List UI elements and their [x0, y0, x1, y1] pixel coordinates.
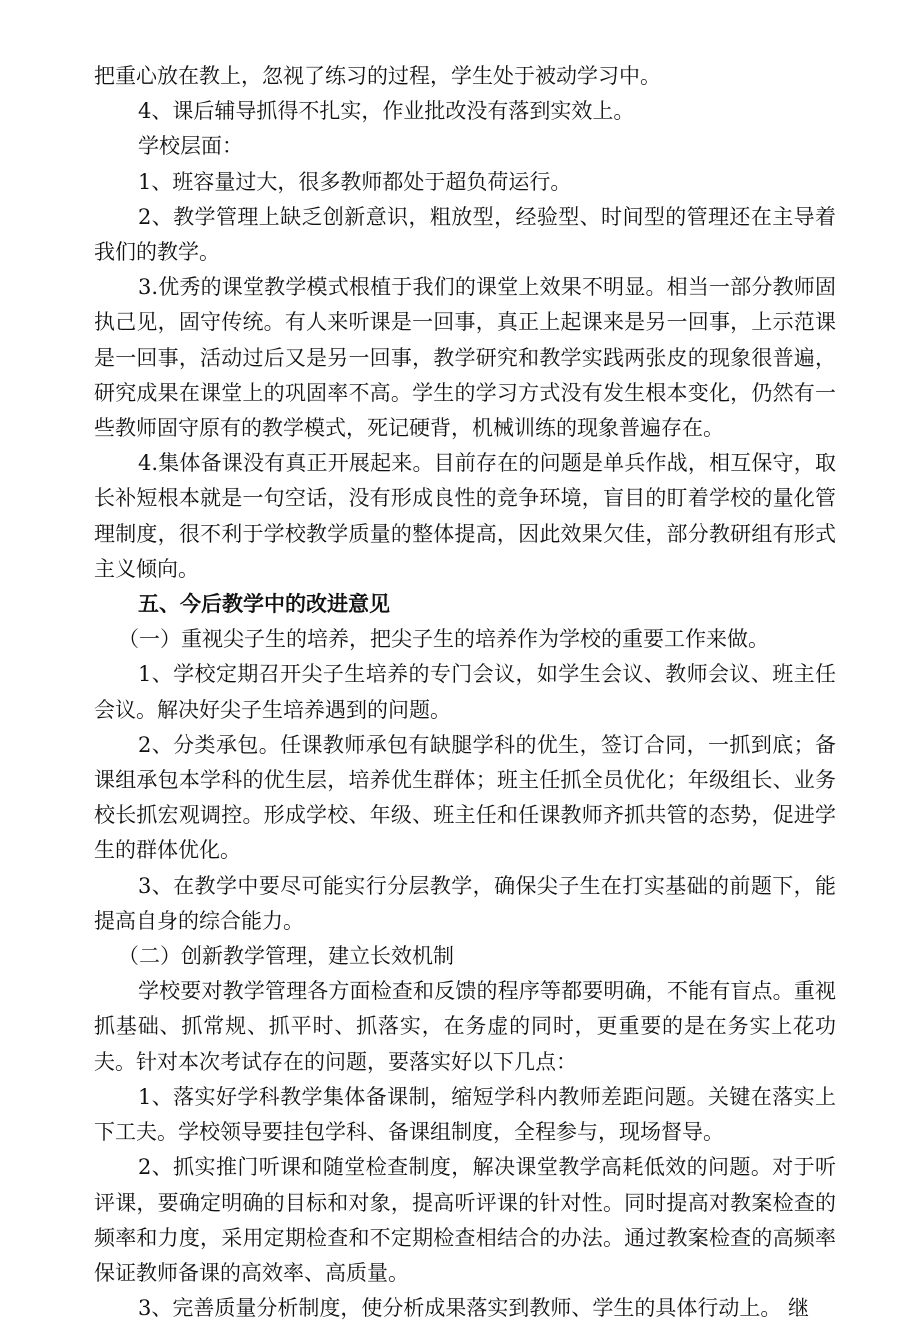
paragraph-item-1-meetings: 1、学校定期召开尖子生培养的专门会议，如学生会议、教师会议、班主任会议。解决好尖子生培养遇到的问题。	[94, 662, 836, 722]
paragraph-item-3-layered-teaching: 3、在教学中要尽可能实行分层教学，确保尖子生在打实基础的前题下，能提高自身的综合能力。	[94, 873, 836, 933]
document-page	[94, 59, 836, 1326]
paragraph-item-1-class-size: 1、班容量过大，很多教师都处于超负荷运行。	[138, 169, 572, 194]
section-heading-improvement: 五、今后教学中的改进意见	[138, 592, 390, 617]
subheading-innovate-management: （二）创新教学管理，建立长效机制	[118, 944, 454, 969]
paragraph-item-3-teaching-mode: 3.优秀的课堂教学模式根植于我们的课堂上效果不明显。相当一部分教师固执己见，固守传统。有人来听课是一回事，真正上起课来是另一回事，上示范课是一回事，活动过后又是另一回事，教学研究和教学实践两张皮的现象很普遍，研究成果在课堂上的巩固率不高。学生的学习方式没有发生根本变化，仍然有一些教师固守原有的教学模式，死记硬背，机械训练的现象普遍存在。	[94, 275, 836, 441]
paragraph-item-2-class-observation: 2、抓实推门听课和随堂检查制度，解决课堂教学高耗低效的问题。对于听评课，要确定明确的目标和对象，提高听评课的针对性。同时提高对教案检查的频率和力度，采用定期检查和不定期检查相结合的办法。通过教案检查的高频率保证教师备课的高效率、高质量。	[94, 1155, 836, 1285]
paragraph-item-4-collective-prep: 4.集体备课没有真正开展起来。目前存在的问题是单兵作战，相互保守，取长补短根本就是一句空话，没有形成良性的竞争环境，盲目的盯着学校的量化管理制度，很不利于学校教学质量的整体提高，因此效果欠佳，部分教研组有形式主义倾向。	[94, 451, 836, 581]
paragraph-continuation: 把重心放在教上，忽视了练习的过程，学生处于被动学习中。	[94, 64, 661, 88]
paragraph-item-4-tutoring: 4、课后辅导抓得不扎实，作业批改没有落到实效上。	[138, 99, 635, 124]
paragraph-school-level-label: 学校层面：	[138, 134, 243, 159]
paragraph-item-2-contracting: 2、分类承包。任课教师承包有缺腿学科的优生，签订合同，一抓到底；备课组承包本学科的优生层，培养优生群体；班主任抓全员优化；年级组长、业务校长抓宏观调控。形成学校、年级、班主任和任课教师齐抓共管的态势，促进学生的群体优化。	[94, 732, 836, 863]
paragraph-item-1-lesson-prep: 1、落实好学科教学集体备课制，缩短学科内教师差距问题。关键在落实上下工夫。学校领导要挂包学科、备课组制度，全程参与，现场督导。	[94, 1084, 836, 1145]
paragraph-school-requirements: 学校要对教学管理各方面检查和反馈的程序等都要明确，不能有盲点。重视抓基础、抓常规、抓平时、抓落实，在务虚的同时，更重要的是在务实上花功夫。针对本次考试存在的问题，要落实好以下几点：	[94, 979, 836, 1074]
paragraph-item-2-management: 2、教学管理上缺乏创新意识，粗放型，经验型、时间型的管理还在主导着我们的教学。	[94, 204, 836, 265]
subheading-top-students: （一）重视尖子生的培养，把尖子生的培养作为学校的重要工作来做。	[118, 627, 769, 652]
paragraph-item-3-quality-analysis: 3、完善质量分析制度，使分析成果落实到教师、学生的具体行动上。 继	[138, 1296, 810, 1321]
